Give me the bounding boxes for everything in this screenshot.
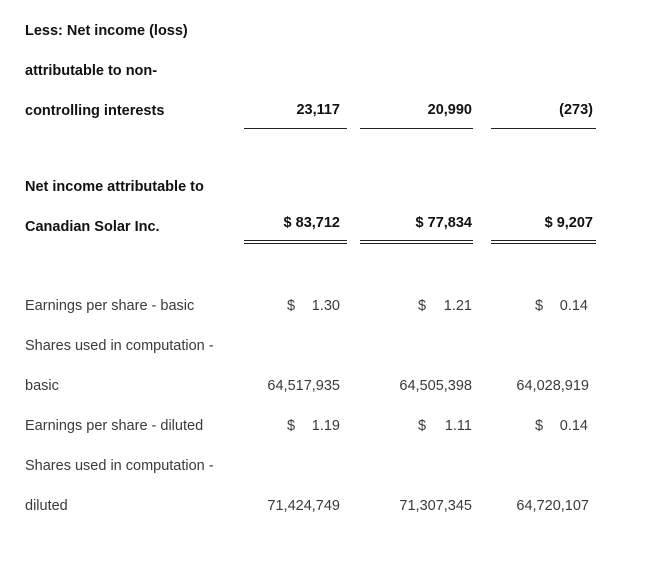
net-income-double-underline-col1 bbox=[244, 240, 347, 244]
eps-basic-label: Earnings per share - basic bbox=[25, 298, 195, 314]
net-income-double-underline-col3 bbox=[491, 240, 596, 244]
nci-value-col1: 23,117 bbox=[296, 102, 340, 118]
shares-diluted-value-col2: 71,307,345 bbox=[399, 498, 472, 514]
currency-symbol: $ bbox=[287, 298, 296, 314]
net-income-value-col1: $ 83,712 bbox=[283, 215, 340, 231]
nci-label-line1: Less: Net income (loss) bbox=[25, 23, 188, 39]
eps-diluted-value-col2: 1.11 bbox=[444, 418, 472, 434]
net-income-value-col2: $ 77,834 bbox=[415, 215, 472, 231]
eps-basic-value-col1: 1.30 bbox=[311, 298, 340, 314]
shares-basic-label-line1: Shares used in computation - bbox=[25, 338, 214, 354]
shares-diluted-value-col1: 71,424,749 bbox=[267, 498, 340, 514]
eps-basic-value-col2: 1.21 bbox=[443, 298, 472, 314]
shares-basic-label-line2: basic bbox=[25, 378, 59, 394]
eps-diluted-value-col1: 1.19 bbox=[311, 418, 340, 434]
currency-symbol: $ bbox=[287, 418, 296, 434]
shares-diluted-value-col3: 64,720,107 bbox=[516, 498, 589, 514]
net-income-label-line2: Canadian Solar Inc. bbox=[25, 219, 160, 235]
eps-diluted-value-col3: 0.14 bbox=[559, 418, 588, 434]
nci-value-col2: 20,990 bbox=[427, 102, 472, 118]
shares-basic-value-col2: 64,505,398 bbox=[399, 378, 472, 394]
net-income-value-col3: $ 9,207 bbox=[544, 215, 593, 231]
nci-label-line2: attributable to non- bbox=[25, 63, 158, 79]
currency-symbol: $ bbox=[535, 298, 544, 314]
currency-symbol: $ bbox=[418, 298, 427, 314]
currency-symbol: $ bbox=[418, 418, 427, 434]
nci-underline-col2 bbox=[360, 128, 473, 129]
nci-value-col3: (273) bbox=[559, 102, 593, 118]
currency-symbol: $ bbox=[535, 418, 544, 434]
shares-basic-value-col1: 64,517,935 bbox=[267, 378, 340, 394]
eps-diluted-label: Earnings per share - diluted bbox=[25, 418, 204, 434]
shares-diluted-label-line1: Shares used in computation - bbox=[25, 458, 214, 474]
nci-label-line3: controlling interests bbox=[25, 103, 165, 119]
net-income-label-line1: Net income attributable to bbox=[25, 179, 204, 195]
eps-basic-value-col3: 0.14 bbox=[559, 298, 588, 314]
nci-underline-col3 bbox=[491, 128, 596, 129]
nci-underline-col1 bbox=[244, 128, 347, 129]
net-income-double-underline-col2 bbox=[360, 240, 473, 244]
shares-basic-value-col3: 64,028,919 bbox=[516, 378, 589, 394]
shares-diluted-label-line2: diluted bbox=[25, 498, 68, 514]
